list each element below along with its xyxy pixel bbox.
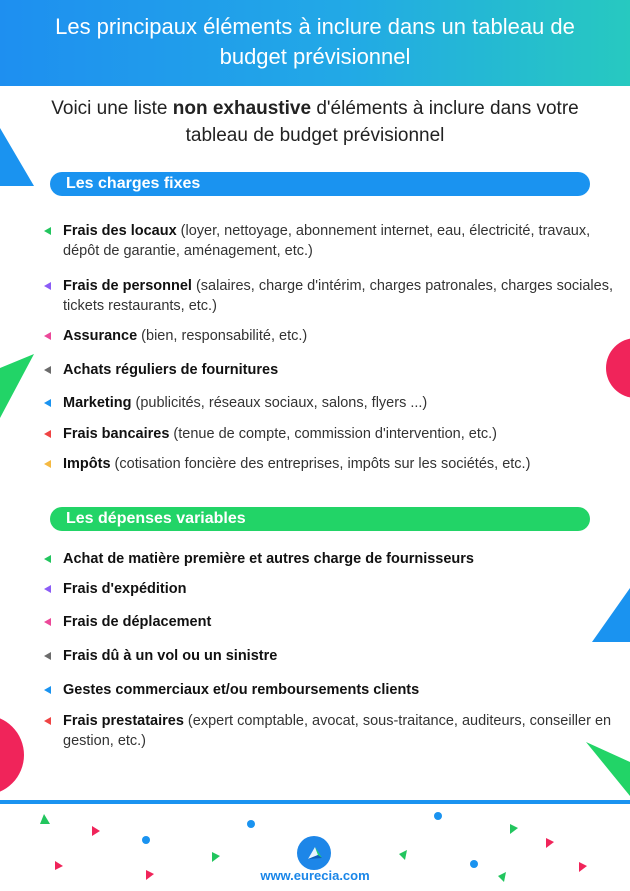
bullet-triangle-icon bbox=[44, 686, 51, 694]
header-title-line1: Les principaux éléments à inclure dans un tableau de bbox=[55, 14, 575, 39]
item-detail: (salaires, charge d'intérim, charges patronales, charges sociales, tickets restaurants, etc.) bbox=[63, 278, 613, 314]
section-title-fixed: Les charges fixes bbox=[50, 172, 590, 196]
list-item bbox=[44, 549, 624, 569]
item-title: Frais dû à un vol ou un sinistre bbox=[63, 648, 278, 664]
section-title-variable: Les dépenses variables bbox=[50, 507, 590, 531]
bullet-triangle-icon bbox=[44, 227, 51, 235]
intro-before: Voici une liste bbox=[51, 98, 173, 119]
item-title: Achat de matière première et autres charge de fournisseurs bbox=[63, 551, 474, 567]
bullet-triangle-icon bbox=[44, 555, 51, 563]
item-title: Frais de personnel bbox=[63, 278, 192, 294]
list-item bbox=[44, 711, 624, 751]
eurecia-logo-icon[interactable] bbox=[297, 836, 331, 870]
bullet-triangle-icon bbox=[44, 399, 51, 407]
item-detail: (publicités, réseaux sociaux, salons, flyers ...) bbox=[131, 395, 428, 411]
intro-bold: non exhaustive bbox=[172, 98, 312, 119]
list-item bbox=[44, 646, 624, 666]
list-item bbox=[44, 276, 624, 316]
decor-red-half-circle-left bbox=[0, 712, 26, 798]
item-detail: (bien, responsabilité, etc.) bbox=[137, 328, 308, 344]
item-title: Gestes commerciaux et/ou remboursements clients bbox=[63, 682, 420, 698]
item-title: Marketing bbox=[63, 395, 132, 411]
list-item bbox=[44, 612, 624, 632]
bullet-triangle-icon bbox=[44, 717, 51, 725]
footer-url-link[interactable]: www.eurecia.com bbox=[260, 868, 370, 883]
item-title: Frais de déplacement bbox=[63, 614, 212, 630]
footer-divider bbox=[0, 800, 630, 804]
intro-line2: tableau de budget prévisionnel bbox=[185, 125, 445, 146]
bullet-triangle-icon bbox=[44, 366, 51, 374]
item-title: Frais bancaires bbox=[63, 426, 170, 442]
list-item bbox=[44, 680, 624, 700]
list-item bbox=[44, 393, 624, 413]
list-item bbox=[44, 326, 624, 346]
item-title: Assurance bbox=[63, 328, 138, 344]
item-title: Frais prestataires bbox=[63, 713, 184, 729]
list-item bbox=[44, 454, 624, 474]
intro-text bbox=[10, 95, 620, 149]
intro-after: d'éléments à inclure dans votre bbox=[311, 98, 579, 119]
bullet-triangle-icon bbox=[44, 618, 51, 626]
list-item bbox=[44, 424, 624, 444]
bullet-triangle-icon bbox=[44, 460, 51, 468]
list-item bbox=[44, 579, 624, 599]
item-detail: (loyer, nettoyage, abonnement internet, eau, électricité, travaux, dépôt de garantie, aménagement, etc.) bbox=[63, 223, 591, 259]
item-detail: (tenue de compte, commission d'intervention, etc.) bbox=[169, 426, 497, 442]
item-title: Frais des locaux bbox=[63, 223, 177, 239]
item-detail: (cotisation foncière des entreprises, impôts sur les sociétés, etc.) bbox=[110, 456, 531, 472]
bullet-triangle-icon bbox=[44, 282, 51, 290]
bullet-triangle-icon bbox=[44, 652, 51, 660]
list-item bbox=[44, 360, 624, 380]
bullet-triangle-icon bbox=[44, 332, 51, 340]
header-title-line2: budget prévisionnel bbox=[219, 44, 411, 69]
item-detail: (expert comptable, avocat, sous-traitance, auditeurs, conseiller en gestion, etc.) bbox=[63, 713, 612, 749]
item-title: Frais d'expédition bbox=[63, 581, 187, 597]
bullet-triangle-icon bbox=[44, 430, 51, 438]
item-title: Impôts bbox=[63, 456, 111, 472]
bullet-triangle-icon bbox=[44, 585, 51, 593]
item-title: Achats réguliers de fournitures bbox=[63, 362, 279, 378]
page-header bbox=[0, 0, 630, 86]
list-item bbox=[44, 221, 624, 261]
decor-green-triangle-left bbox=[0, 354, 36, 418]
